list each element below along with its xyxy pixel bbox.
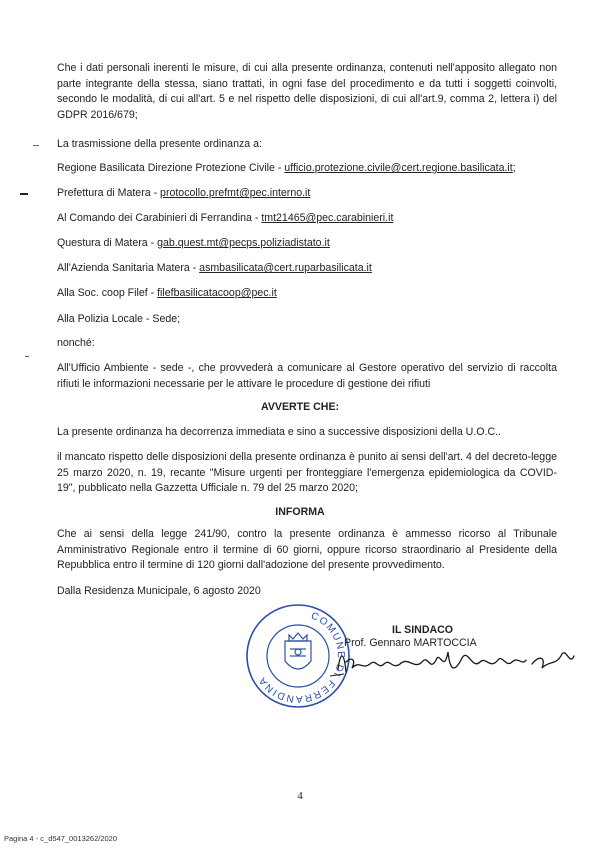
place-date: Dalla Residenza Municipale, 6 agosto 2020 [57, 585, 261, 597]
handwritten-signature [330, 640, 600, 685]
recipient-email-link[interactable]: filefbasilicatacoop@pec.it [157, 287, 277, 299]
recipient-line [57, 261, 557, 277]
recipient-email-link[interactable]: ufficio.protezione.civile@cert.regione.basilicata.it [284, 162, 513, 174]
recipient-email-link[interactable]: protocollo.prefmt@pec.interno.it [160, 187, 311, 199]
recipient-line [57, 286, 557, 302]
intro-paragraph: Che i dati personali inerenti le misure, di cui alla presente ordinanza, contenuti nell'apposito allegato non parte integrante della stessa, siano trattati, in ogni fase del procedimento e da tutti i soggetti coinvolti, secondo le modalità, di cui all'art. 5 e nel rispetto delle disposizioni, di cui all'art.9, comma 2, lettera i) del GDPR 2016/679; [57, 62, 557, 121]
seal-text: COMUNE DI FERRANDINA [256, 610, 347, 705]
avverte-heading: AVVERTE CHE: [260, 401, 340, 413]
recipient-name: Questura di Matera - [57, 237, 158, 249]
recipient-email-link[interactable]: tmt21465@pec.carabinieri.it [261, 212, 394, 224]
signature-name: Prof. Gennaro MARTOCCIA [344, 637, 477, 649]
page-footer: Pagina 4 - c_d547_0013262/2020 [4, 834, 118, 843]
recipient-name: Prefettura di Matera - [57, 187, 161, 199]
recipient-suffix: ; [512, 162, 516, 174]
avverte-paragraph-2: il mancato rispetto delle disposizioni della presente ordinanza è punito ai sensi dell'art. 4 del decreto-legge 25 marzo 2020, n. 19, recante "Misure urgenti per fronteggiare l'emergenza epidemiologica da COVID-19", pubblicato nella Gazzetta Ufficiale n. 79 del 25 marzo 2020; [57, 451, 557, 494]
ufficio-ambiente-paragraph: All'Ufficio Ambiente - sede -, che provvederà a comunicare al Gestore operativo del servizio di raccolta rifiuti le informazioni necessarie per le attivare le procedure di gestione dei rifiuti [57, 362, 557, 390]
nonche-label: nonché: [57, 337, 95, 349]
recipient-email-link[interactable]: asmbasilicata@cert.ruparbasilicata.it [199, 262, 372, 274]
scan-mark [25, 356, 29, 357]
recipient-line [57, 236, 557, 252]
informa-heading: INFORMA [275, 506, 325, 518]
signature-title: IL SINDACO [392, 624, 454, 636]
scan-mark [20, 193, 28, 195]
polizia-locale: Alla Polizia Locale - Sede; [57, 313, 181, 325]
recipient-line [57, 161, 557, 177]
recipient-line [57, 211, 557, 227]
transmission-label: La trasmissione della presente ordinanza a: [57, 138, 262, 150]
page-number: 4 [297, 790, 303, 802]
recipient-name: Alla Soc. coop Filef - [57, 287, 158, 299]
scan-mark [33, 145, 39, 146]
recipient-name: Al Comando dei Carabinieri di Ferrandina - [57, 212, 262, 224]
informa-paragraph: Che ai sensi della legge 241/90, contro la presente ordinanza è ammesso ricorso al Tribunale Amministrativo Regionale entro il termine di 60 giorni, oppure ricorso straordinario al Presidente della Repubblica entro il termine di 120 giorni dall'adozione del presente provvedimento. [57, 528, 557, 571]
avverte-paragraph-1: La presente ordinanza ha decorrenza immediata e sino a successive disposizioni della U.O.C.. [57, 426, 501, 438]
recipient-email-link[interactable]: gab.quest.mt@pecps.poliziadistato.it [157, 237, 330, 249]
recipient-line [57, 186, 557, 202]
recipient-name: Regione Basilicata Direzione Protezione Civile - [57, 162, 285, 174]
recipient-name: All'Azienda Sanitaria Matera - [57, 262, 200, 274]
